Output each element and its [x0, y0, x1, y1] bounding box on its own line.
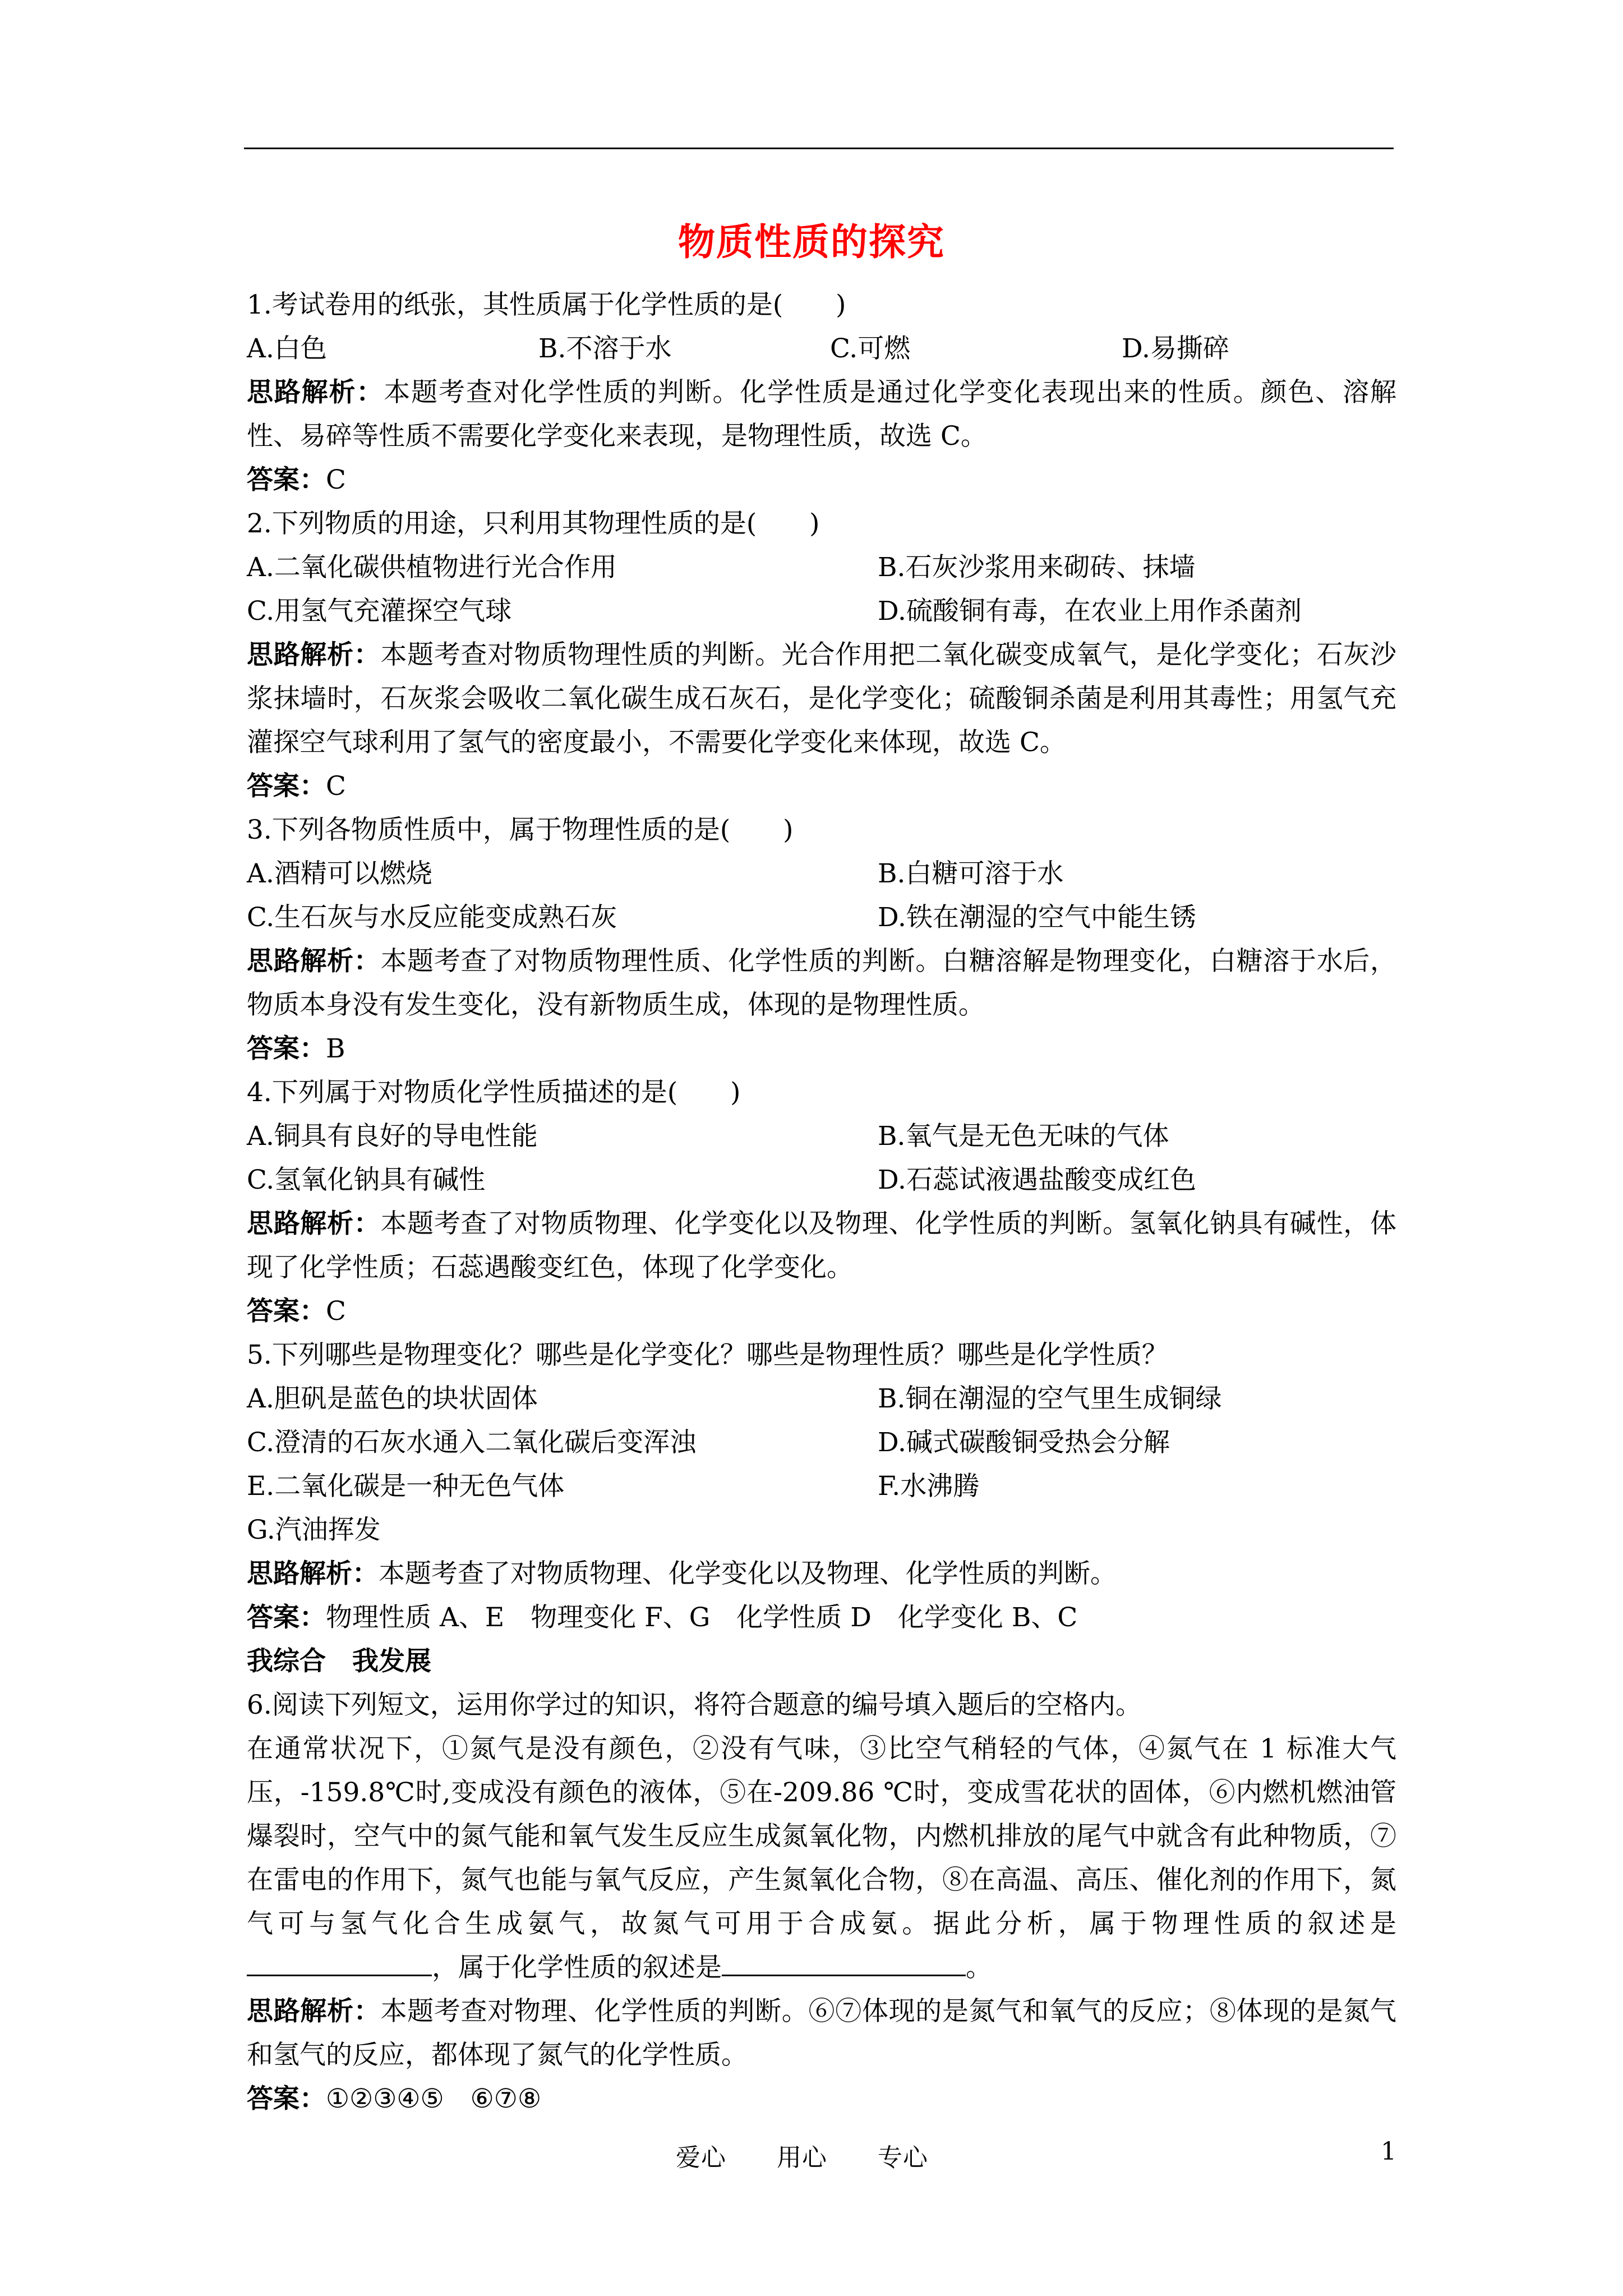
- q1-stem: 1.考试卷用的纸张，其性质属于化学性质的是( ): [247, 289, 846, 320]
- q2-answer-text: C: [326, 771, 346, 802]
- q5-analysis-text: 本题考查了对物质物理、化学变化以及物理、化学性质的判断。: [379, 1558, 1117, 1589]
- q4-stem: 4.下列属于对物质化学性质描述的是( ): [247, 1077, 741, 1108]
- q5-option-d: D.碱式碳酸铜受热会分解: [878, 1427, 1170, 1458]
- q1-option-a: A.白色: [247, 333, 327, 364]
- q3-option-b: B.白糖可溶于水: [878, 858, 1064, 889]
- answer-label: 答案：: [247, 464, 326, 495]
- q5-stem: 5.下列哪些是物理变化？哪些是化学变化？哪些是物理性质？哪些是化学性质？: [247, 1340, 1168, 1370]
- q6-answer-text: ①②③④⑤ ⑥⑦⑧: [326, 2083, 542, 2114]
- q2-answer: [247, 765, 1396, 808]
- q5-options-row3: [247, 1465, 1396, 1508]
- q4-answer-text: C: [326, 1296, 346, 1327]
- q6-analysis: [247, 1990, 1396, 2077]
- q3-answer: [247, 1027, 1396, 1071]
- q4-options-row2: [247, 1158, 1396, 1202]
- q5-option-e: E.二氧化碳是一种无色气体: [247, 1471, 565, 1502]
- q2-stem: 2.下列物质的用途，只利用其物理性质的是( ): [247, 508, 820, 539]
- section-heading: 我综合 我发展: [247, 1646, 431, 1677]
- q3-analysis-text: 本题考查了对物质物理性质、化学性质的判断。白糖溶解是物理变化，白糖溶于水后，物质本身没有发生变化，没有新物质生成，体现的是物理性质。: [247, 946, 1396, 1020]
- q2-analysis-text: 本题考查对物质物理性质的判断。光合作用把二氧化碳变成氧气，是化学变化；石灰沙浆抹墙时，石灰浆会吸收二氧化碳生成石灰石，是化学变化；硫酸铜杀菌是利用其毒性；用氢气充灌探空气球利用了氢气的密度最小，不需要化学变化来体现，故选 C。: [247, 639, 1396, 758]
- q5-option-c: C.澄清的石灰水通入二氧化碳后变浑浊: [247, 1427, 697, 1458]
- q3-option-a: A.酒精可以燃烧: [247, 858, 432, 889]
- q4-answer: [247, 1290, 1396, 1333]
- q6-passage-mid: ，属于化学性质的叙述是: [432, 1952, 722, 1983]
- q1-option-c: C.可燃: [830, 333, 911, 364]
- q5-options-row1: [247, 1377, 1396, 1421]
- q2-option-a: A.二氧化碳供植物进行光合作用: [247, 552, 617, 583]
- q4-option-d: D.石蕊试液遇盐酸变成红色: [878, 1165, 1196, 1195]
- answer-label: 答案：: [247, 2083, 326, 2114]
- q1-answer-text: C: [326, 464, 346, 495]
- analysis-label: 思路解析：: [247, 639, 381, 670]
- chemical-property-blank[interactable]: [722, 1950, 966, 1976]
- q5-analysis: [247, 1552, 1396, 1596]
- answer-label: 答案：: [247, 771, 326, 802]
- q1-option-b: B.不溶于水: [538, 333, 672, 364]
- q2-option-c: C.用氢气充灌探空气球: [247, 596, 512, 627]
- q2-analysis: [247, 633, 1396, 765]
- q1-answer: [247, 458, 1396, 502]
- q4-option-a: A.铜具有良好的导电性能: [247, 1121, 538, 1152]
- q2-options-row1: [247, 546, 1396, 590]
- q6-passage: [247, 1727, 1396, 1990]
- q3-analysis: [247, 940, 1396, 1027]
- footer-motto: [676, 2137, 979, 2173]
- q3-answer-text: B: [326, 1033, 345, 1064]
- answer-label: 答案：: [247, 1033, 326, 1064]
- q5-option-g: G.汽油挥发: [247, 1515, 381, 1545]
- q3-options-row1: [247, 852, 1396, 896]
- q5-answer-text: 物理性质 A、E 物理变化 F、G 化学性质 D 化学变化 B、C: [326, 1602, 1078, 1633]
- q6-stem: 6.阅读下列短文，运用你学过的知识，将符合题意的编号填入题后的空格内。: [247, 1690, 1142, 1720]
- q4-options-row1: [247, 1115, 1396, 1158]
- q1-option-d: D.易撕碎: [1122, 333, 1229, 364]
- q4-analysis: [247, 1202, 1396, 1290]
- q2-options-row2: [247, 590, 1396, 633]
- q2-option-d: D.硫酸铜有毒，在农业上用作杀菌剂: [878, 596, 1302, 627]
- analysis-label: 思路解析：: [247, 1208, 381, 1239]
- q4-analysis-text: 本题考查了对物质物理、化学变化以及物理、化学性质的判断。氢氧化钠具有碱性，体现了化学性质；石蕊遇酸变红色，体现了化学变化。: [247, 1208, 1396, 1283]
- answer-label: 答案：: [247, 1296, 326, 1327]
- analysis-label: 思路解析：: [247, 946, 381, 977]
- analysis-label: 思路解析：: [247, 377, 384, 408]
- footer-item: 用心: [777, 2143, 827, 2172]
- q6-answer: [247, 2077, 1396, 2121]
- q3-option-d: D.铁在潮湿的空气中能生锈: [878, 902, 1196, 933]
- q1-analysis-text: 本题考查对化学性质的判断。化学性质是通过化学变化表现出来的性质。颜色、溶解性、易碎等性质不需要化学变化来表现，是物理性质，故选 C。: [247, 377, 1397, 452]
- page-title: 物质性质的探究: [678, 220, 945, 264]
- q3-options-row2: [247, 896, 1396, 940]
- q4-option-b: B.氧气是无色无味的气体: [878, 1121, 1169, 1152]
- page-number: 1: [1381, 2137, 1396, 2166]
- analysis-label: 思路解析：: [247, 1996, 381, 2027]
- q1-analysis: [247, 371, 1396, 458]
- q5-options-row2: [247, 1421, 1396, 1465]
- document-body: [247, 283, 1396, 2121]
- q6-passage-end: 。: [966, 1952, 992, 1983]
- answer-label: 答案：: [247, 1602, 326, 1633]
- q2-option-b: B.石灰沙浆用来砌砖、抹墙: [878, 552, 1196, 583]
- q3-stem: 3.下列各物质性质中，属于物理性质的是( ): [247, 815, 794, 845]
- q5-option-a: A.胆矾是蓝色的块状固体: [247, 1383, 538, 1414]
- q5-answer: [247, 1596, 1396, 1640]
- q6-analysis-text: 本题考查对物理、化学性质的判断。⑥⑦体现的是氮气和氧气的反应；⑧体现的是氮气和氢气的反应，都体现了氮气的化学性质。: [247, 1996, 1396, 2070]
- q5-option-f: F.水沸腾: [878, 1471, 980, 1502]
- q3-option-c: C.生石灰与水反应能变成熟石灰: [247, 902, 617, 933]
- q1-options: [247, 327, 1396, 371]
- footer-item: 专心: [878, 2143, 928, 2172]
- physical-property-blank[interactable]: [247, 1950, 432, 1976]
- q6-passage-text: 在通常状况下，①氮气是没有颜色，②没有气味，③比空气稍轻的气体，④氮气在 1 标准大气压，-159.8℃时,变成没有颜色的液体，⑤在-209.86 ℃时，变成雪花状的固体，⑥内燃机燃油管爆裂时，空气中的氮气能和氧气发生反应生成氮氧化物，内燃机排放的尾气中就含有此种物质，⑦在雷电的作用下，氮气也能与氧气反应，产生氮氧化合物，⑧在高温、高压、催化剂的作用下，氮气可与氢气化合生成氨气，故氮气可用于合成氨。据此分析，属于物理性质的叙述是: [247, 1733, 1396, 1939]
- header-rule: [244, 148, 1394, 149]
- analysis-label: 思路解析：: [247, 1558, 379, 1589]
- footer-item: 爱心: [676, 2143, 726, 2172]
- q4-option-c: C.氢氧化钠具有碱性: [247, 1165, 486, 1195]
- q5-option-b: B.铜在潮湿的空气里生成铜绿: [878, 1383, 1222, 1414]
